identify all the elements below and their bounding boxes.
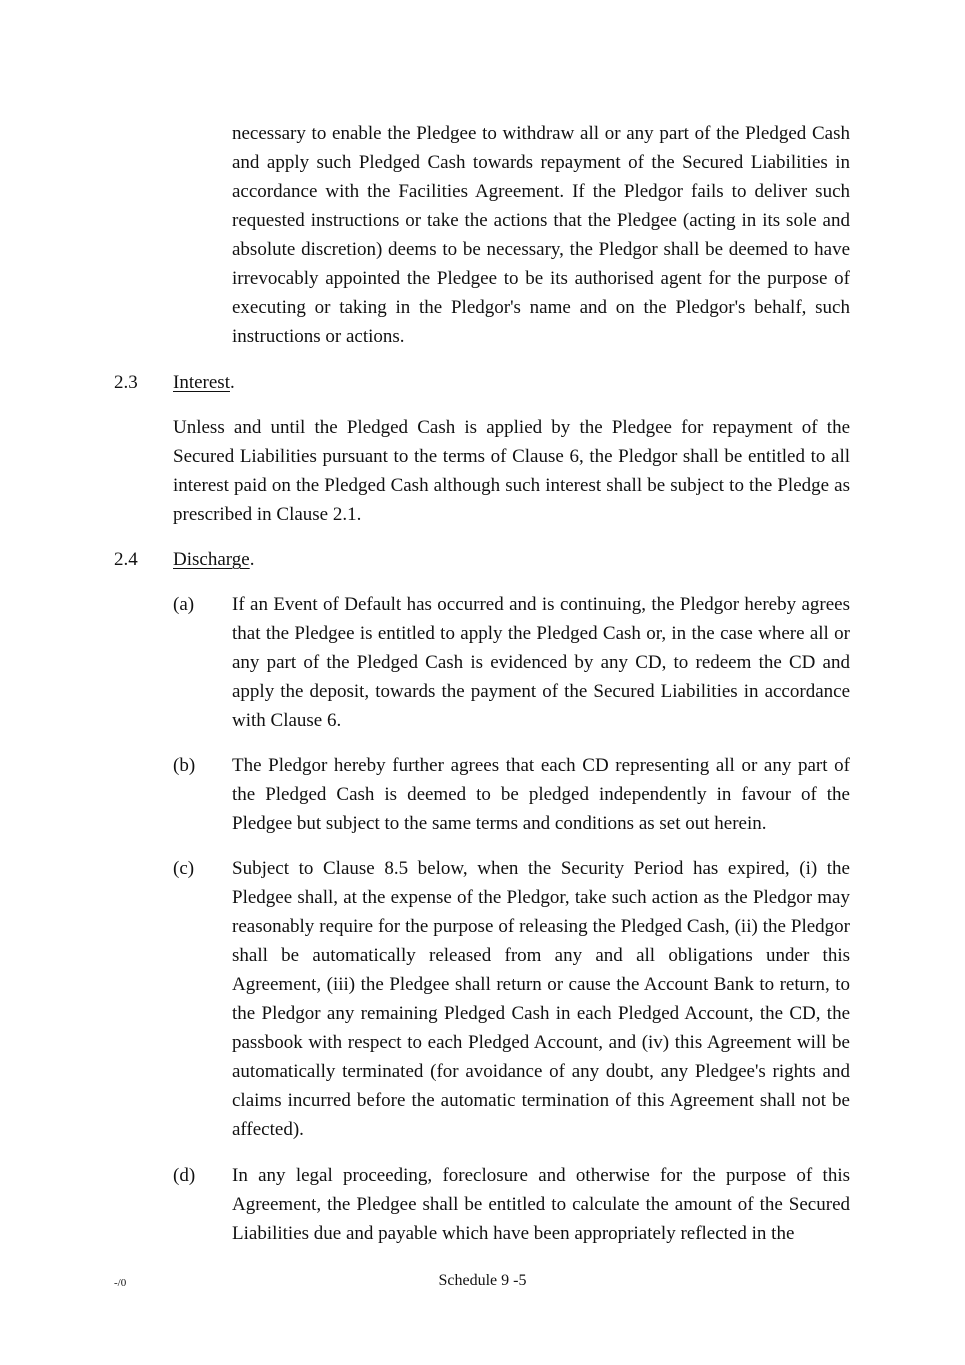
list-item-label: (b): [173, 755, 196, 776]
list-item-label: (d): [173, 1165, 196, 1186]
list-item-text: Subject to Clause 8.5 below, when the Security Period has expired, (i) the Pledgee shall, at the expense of the Pledgor, take such action as the Pledgor may reasonably require for the purpose of releasing the Pledged Cash, (ii) the Pledgor shall be automatically released from any and all obligations under this Agreement, (iii) the Pledgee shall return or cause the Account Bank to return, to the Pledgor any remaining Pledged Cash in each Pledged Account, the CD, the passbook with respect to each Pledged Account, and (iv) this Agreement will be automatically terminated (for avoidance of any doubt, any Pledgee's rights and claims incurred before the automatic termination of this Agreement shall not be affected).: [232, 858, 850, 1140]
page-number: Schedule 9 -5: [438, 1272, 527, 1289]
list-item-text: If an Event of Default has occurred and is continuing, the Pledgor hereby agrees that the Pledgee is entitled to apply the Pledged Cash or, in the case where all or any part of the Pledged Cash is evidenced by any CD, to redeem the CD and apply the deposit, towards the payment of the Secured Liabilities in accordance with Clause 6.: [232, 594, 850, 731]
section-title-text: Interest: [173, 372, 230, 393]
section-title-text: Discharge: [173, 549, 250, 570]
list-item-label: (c): [173, 858, 195, 879]
section-title: [173, 545, 254, 574]
list-item-text: The Pledgor hereby further agrees that each CD representing all or any part of the Pledged Cash is deemed to be pledged independently in favour of the Pledgee but subject to the same terms and conditions as set out herein.: [232, 755, 850, 834]
section-title-suffix: .: [229, 372, 235, 393]
section-title: [173, 368, 235, 397]
section-title-suffix: .: [249, 549, 255, 570]
section-number: 2.3: [114, 372, 138, 393]
list-item-label: (a): [173, 594, 195, 615]
section-heading-interest: [114, 368, 850, 397]
interest-paragraph: Unless and until the Pledged Cash is applied by the Pledgee for repayment of the Secured Liabilities pursuant to the terms of Clause 6, the Pledgor shall be entitled to all interest paid on the Pledged Cash although such interest shall be subject to the Pledge as prescribed in Clause 2.1.: [173, 417, 850, 525]
footer-mark: -/0: [114, 1277, 127, 1289]
section-heading-discharge: [114, 545, 850, 574]
list-item-text: In any legal proceeding, foreclosure and otherwise for the purpose of this Agreement, the Pledgee shall be entitled to calculate the amount of the Secured Liabilities due and payable which have been appropriately reflected in the: [232, 1165, 850, 1244]
intro-paragraph: necessary to enable the Pledgee to withdraw all or any part of the Pledged Cash and apply such Pledged Cash towards repayment of the Secured Liabilities in accordance with the Facilities Agreement. If the Pledgor fails to deliver such requested instructions or take the actions that the Pledgee (acting in its sole and absolute discretion) deems to be necessary, the Pledgor shall be deemed to have irrevocably appointed the Pledgee to be its authorised agent for the purpose of executing or taking in the Pledgor's name and on the Pledgor's behalf, such instructions or actions.: [232, 123, 850, 347]
section-number: 2.4: [114, 549, 138, 570]
